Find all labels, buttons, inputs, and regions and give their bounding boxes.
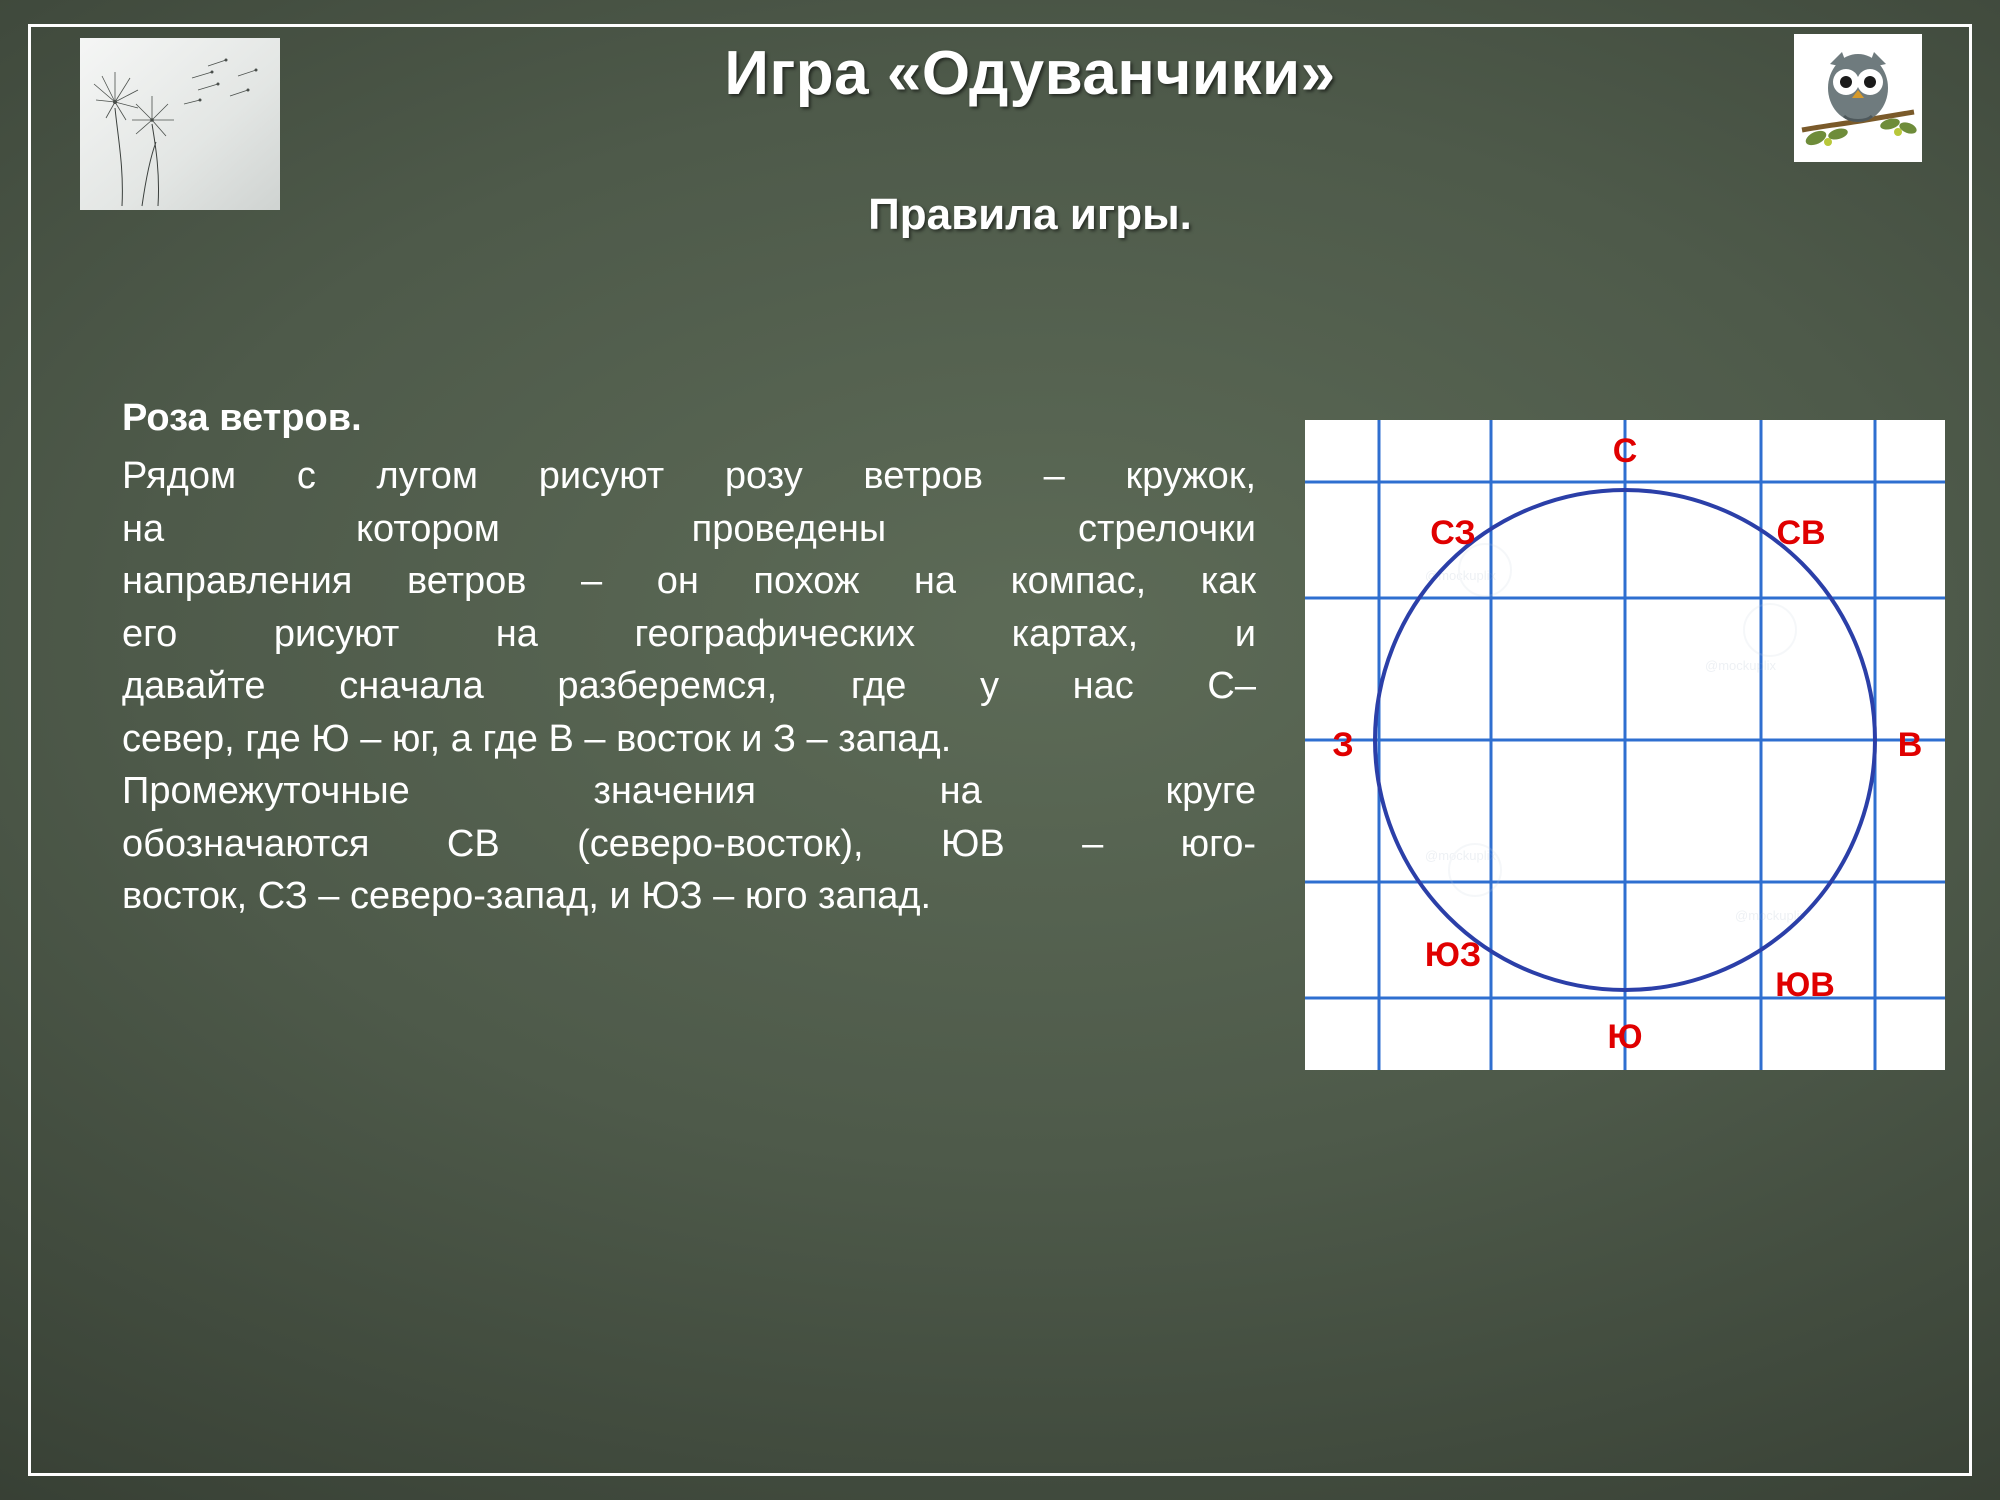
compass-label-ne: СВ: [1776, 514, 1826, 552]
compass-label-e: В: [1897, 726, 1923, 764]
svg-text:@mockuplix: @mockuplix: [1425, 848, 1496, 863]
svg-text:@mockuplix: @mockuplix: [1735, 908, 1806, 923]
page-title: Игра «Одуванчики»: [724, 39, 1336, 108]
dandelion-photo: [80, 38, 280, 210]
body-line-6: Промежуточные значения на круге: [122, 770, 1256, 813]
body-text: [122, 392, 1256, 922]
owl-icon: [1794, 34, 1922, 162]
compass-label-w: З: [1332, 726, 1354, 764]
body-line-1: на котором проведены стрелочки: [122, 507, 1256, 550]
body-lead: Роза ветров.: [122, 397, 362, 439]
compass-label-nw: СЗ: [1430, 514, 1476, 552]
compass-label-s: Ю: [1607, 1018, 1643, 1056]
wind-rose-svg: [1305, 420, 1945, 1070]
svg-text:@mockuplix: @mockuplix: [1705, 658, 1776, 673]
dandelion-illustration: [80, 38, 280, 210]
compass-label-se: ЮВ: [1775, 966, 1835, 1004]
body-line-4: давайте сначала разберемся, где у нас С–: [122, 665, 1256, 708]
body-line-8: восток, СЗ – северо-запад, и ЮЗ – юго запад.: [122, 874, 932, 917]
body-line-3: его рисуют на географических картах, и: [122, 612, 1256, 655]
compass-label-sw: ЮЗ: [1424, 936, 1482, 974]
svg-text:@mockuplix: @mockuplix: [1425, 568, 1496, 583]
compass-label-n: С: [1612, 432, 1638, 470]
body-line-5: север, где Ю – юг, а где В – восток и З – запад.: [122, 717, 952, 760]
body-line-7: обозначаются СВ (северо-восток), ЮВ – юго-: [122, 822, 1256, 865]
owl-illustration: [1794, 34, 1922, 162]
body-line-2: направления ветров – он похож на компас, как: [122, 560, 1256, 603]
wind-rose-diagram: [1305, 420, 1945, 1070]
body-line-0: Рядом с лугом рисуют розу ветров – кружок,: [122, 455, 1256, 498]
page-subtitle: Правила игры.: [868, 190, 1192, 239]
